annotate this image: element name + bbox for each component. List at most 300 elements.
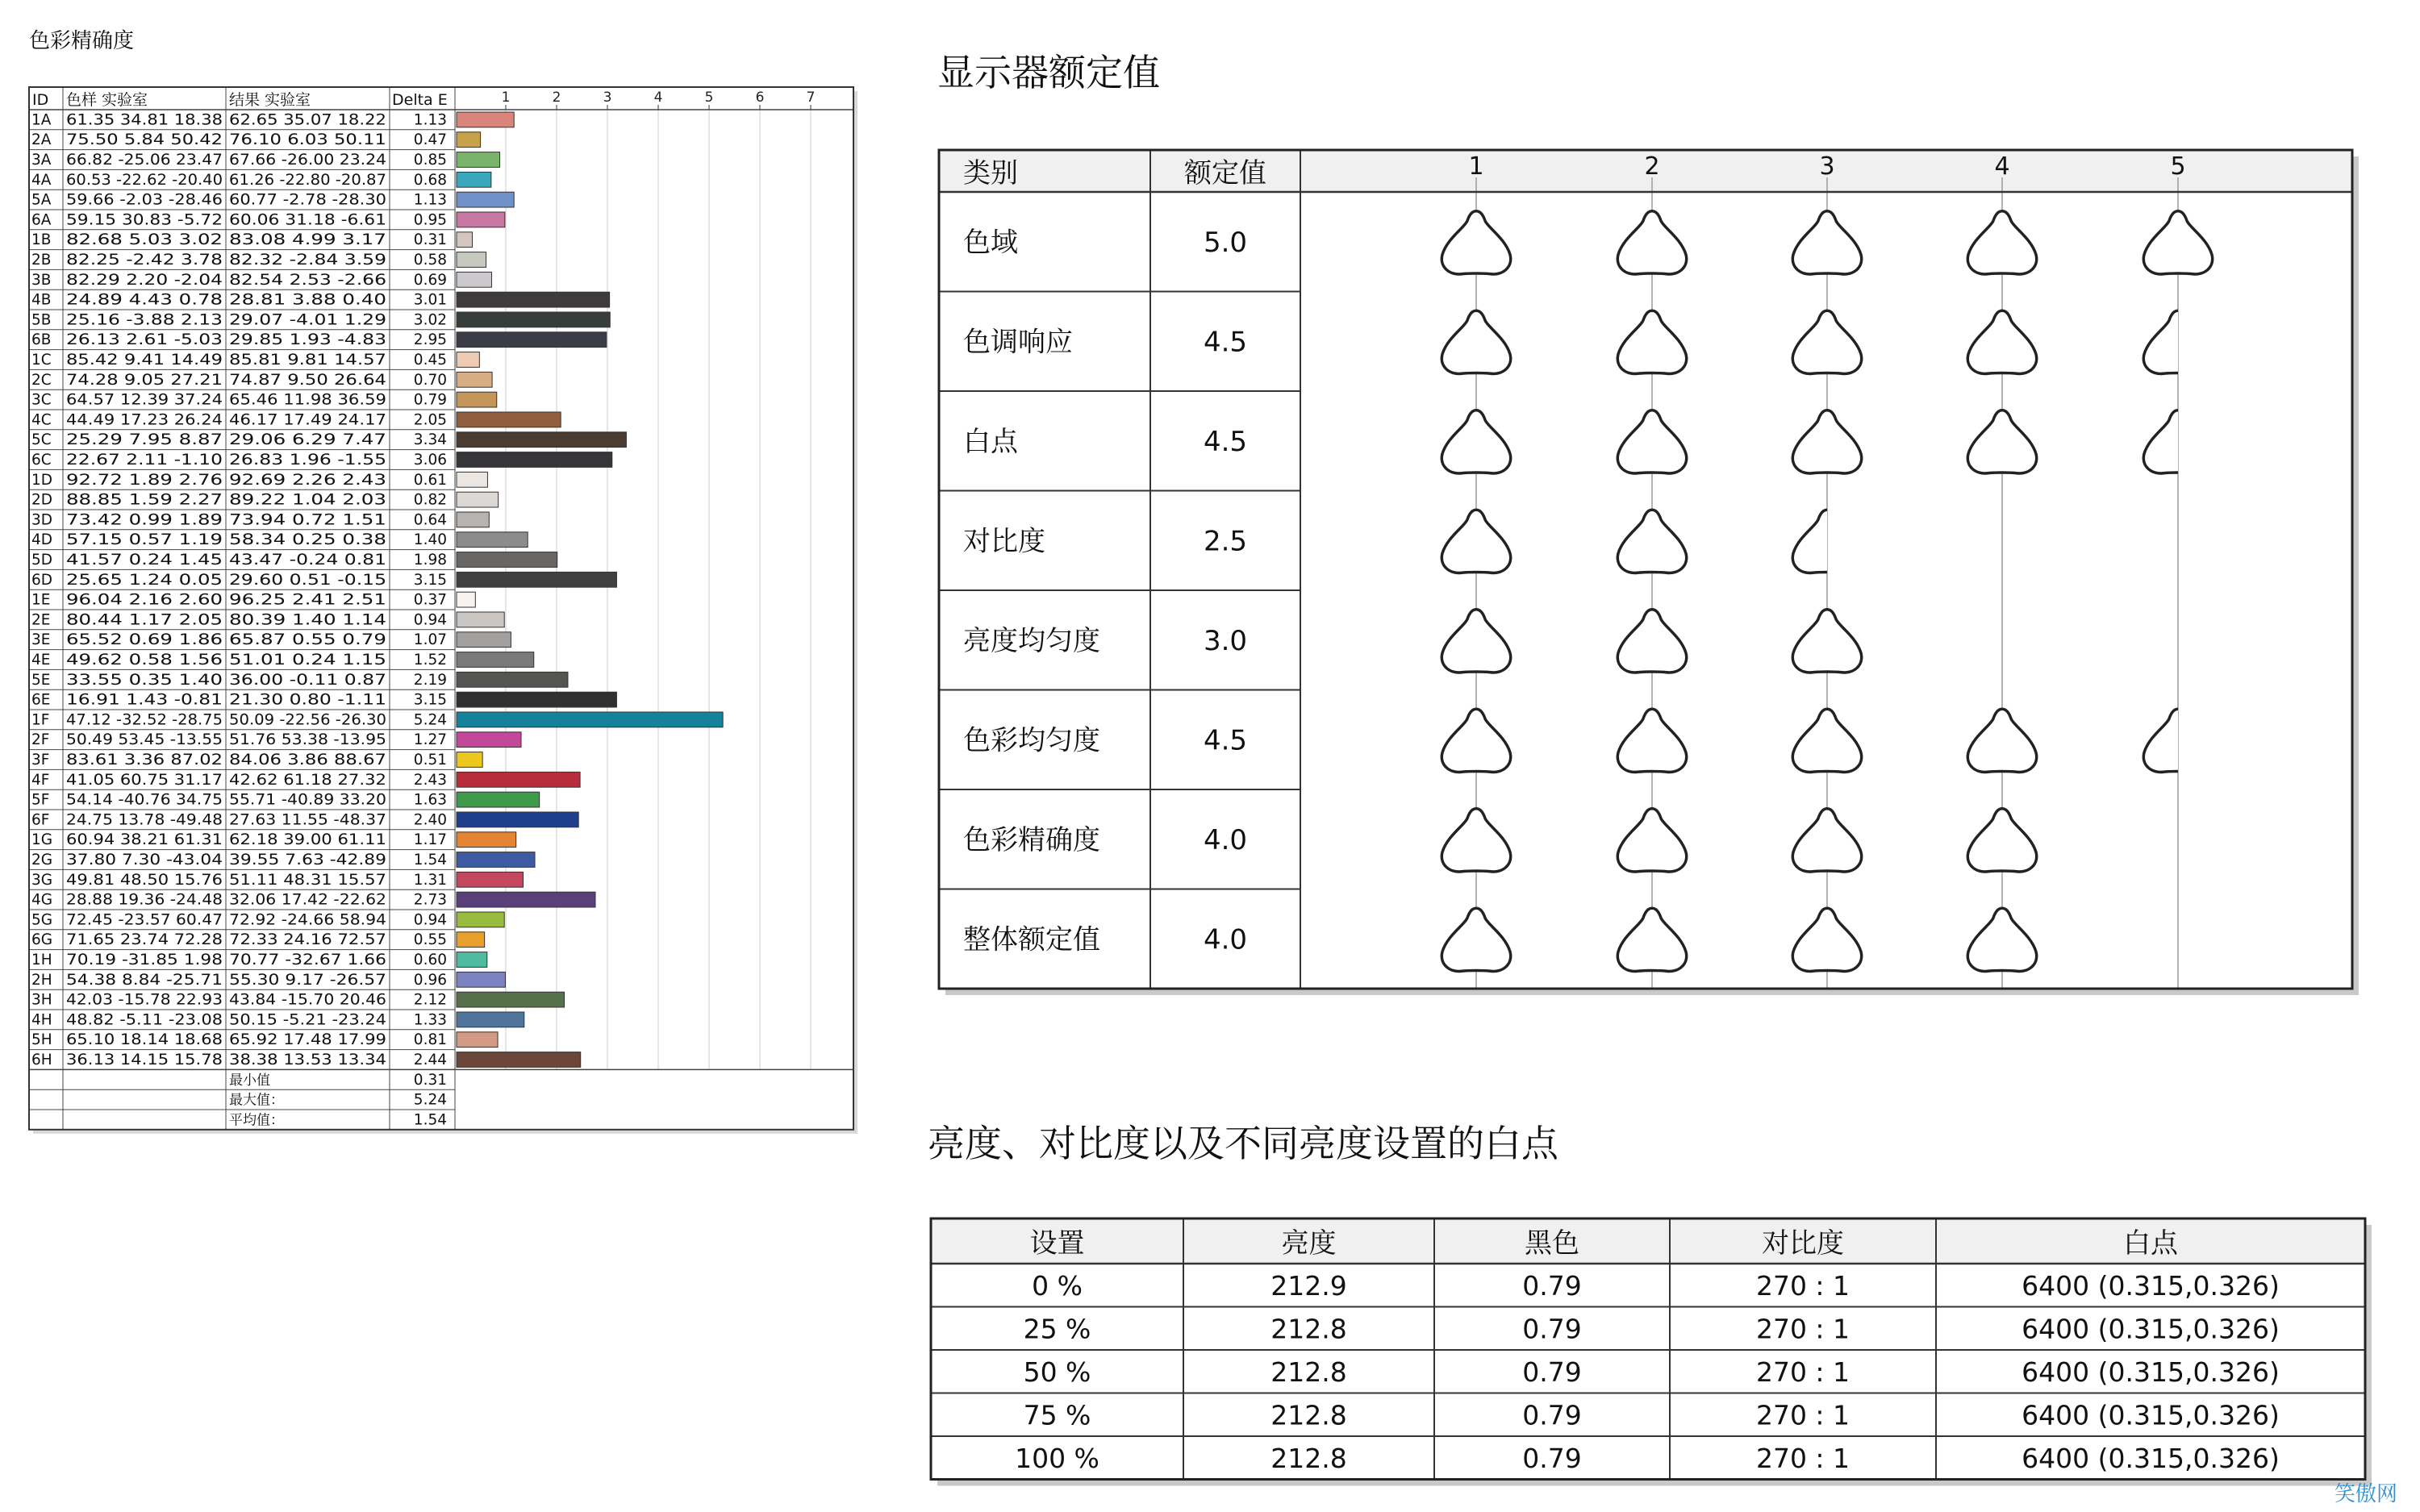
row-id: 3G <box>31 871 53 889</box>
delta-e-bar <box>457 832 516 848</box>
row-delta-e: 0.68 <box>413 171 447 189</box>
row-delta-e: 0.82 <box>413 491 447 509</box>
rating-table <box>936 145 2364 1000</box>
row-ref-lab: 66.82 -25.06 23.47 <box>66 151 223 169</box>
delta-e-bar <box>457 932 485 948</box>
row-res-lab: 61.26 -22.80 -20.87 <box>229 171 386 189</box>
delta-e-bar <box>457 1052 581 1068</box>
delta-e-bar <box>457 492 499 507</box>
row-ref-lab: 59.15 30.83 -5.72 <box>66 211 223 229</box>
row-id: 5C <box>31 431 52 449</box>
delta-e-bar <box>457 1012 524 1027</box>
row-delta-e: 1.13 <box>413 191 447 209</box>
row-ref-lab: 82.25 -2.42 3.78 <box>66 251 223 269</box>
row-delta-e: 0.94 <box>413 911 447 929</box>
delta-e-bar <box>457 272 491 287</box>
row-ref-lab: 37.80 7.30 -43.04 <box>66 851 223 868</box>
bright-header-2: 黑色 <box>1525 1227 1579 1260</box>
bright-cell: 6400 (0.315,0.326) <box>2022 1313 2280 1345</box>
row-res-lab: 29.85 1.93 -4.83 <box>229 331 386 349</box>
delta-e-bar <box>457 632 511 648</box>
row-ref-lab: 83.61 3.36 87.02 <box>66 751 223 768</box>
row-id: 1B <box>31 231 52 249</box>
delta-e-bar <box>457 312 610 327</box>
delta-e-bar <box>457 612 504 627</box>
row-id: 4A <box>31 171 52 189</box>
delta-e-bar <box>457 352 479 368</box>
bright-cell: 0.79 <box>1522 1356 1582 1388</box>
brightness-table <box>928 1214 2372 1488</box>
rating-category: 色域 <box>963 226 1018 259</box>
row-res-lab: 39.55 7.63 -42.89 <box>229 851 386 868</box>
row-id: 2E <box>31 611 51 629</box>
bright-cell: 0.79 <box>1522 1442 1582 1474</box>
summary-value: 0.31 <box>413 1071 447 1089</box>
rating-category: 色彩精确度 <box>963 823 1100 856</box>
row-delta-e: 3.01 <box>413 291 447 309</box>
row-delta-e: 1.31 <box>413 871 447 889</box>
delta-e-bar <box>457 952 487 968</box>
row-res-lab: 85.81 9.81 14.57 <box>229 351 386 369</box>
rating-header-category: 类别 <box>963 157 1018 190</box>
delta-e-bar <box>457 532 528 548</box>
row-ref-lab: 54.38 8.84 -25.71 <box>66 971 223 989</box>
row-delta-e: 0.61 <box>413 471 447 489</box>
delta-e-bar <box>457 852 535 868</box>
row-ref-lab: 25.29 7.95 8.87 <box>66 431 223 449</box>
row-ref-lab: 24.89 4.43 0.78 <box>66 291 223 309</box>
row-res-lab: 21.30 0.80 -1.11 <box>229 691 386 709</box>
delta-e-bar <box>457 992 565 1007</box>
row-id: 6H <box>31 1051 52 1068</box>
row-delta-e: 0.70 <box>413 371 447 389</box>
row-ref-lab: 70.19 -31.85 1.98 <box>66 951 223 968</box>
row-id: 5F <box>31 791 50 809</box>
scale-label: 5 <box>2170 152 2186 181</box>
row-ref-lab: 25.65 1.24 0.05 <box>66 571 223 589</box>
row-ref-lab: 60.53 -22.62 -20.40 <box>66 171 223 189</box>
row-res-lab: 42.62 61.18 27.32 <box>229 771 386 789</box>
row-delta-e: 3.06 <box>413 451 447 469</box>
row-delta-e: 1.54 <box>413 851 447 868</box>
delta-e-bar <box>457 892 595 907</box>
row-res-lab: 46.17 17.49 24.17 <box>229 411 386 429</box>
row-id: 2B <box>31 251 52 269</box>
bright-cell: 0.79 <box>1522 1399 1582 1431</box>
rating-value: 4.5 <box>1203 425 1248 458</box>
rating-value: 3.0 <box>1203 624 1248 657</box>
row-id: 3C <box>31 391 52 409</box>
delta-e-bar <box>457 332 607 348</box>
delta-e-bar <box>457 472 487 487</box>
row-res-lab: 82.32 -2.84 3.59 <box>229 251 386 269</box>
rating-category: 整体额定值 <box>963 923 1100 956</box>
row-ref-lab: 96.04 2.16 2.60 <box>66 591 223 609</box>
delta-e-bar <box>457 512 489 527</box>
row-delta-e: 0.31 <box>413 231 447 249</box>
row-delta-e: 0.64 <box>413 511 447 529</box>
row-id: 6A <box>31 211 52 229</box>
row-ref-lab: 59.66 -2.03 -28.46 <box>66 191 223 209</box>
row-ref-lab: 65.10 18.14 18.68 <box>66 1031 223 1049</box>
row-res-lab: 73.94 0.72 1.51 <box>229 511 386 529</box>
row-id: 2A <box>31 131 52 149</box>
brightness-title: 亮度、对比度以及不同亮度设置的白点 <box>928 1122 1558 1165</box>
color-accuracy-title: 色彩精确度 <box>29 29 135 53</box>
delta-e-bar <box>457 812 578 827</box>
scale-label: 3 <box>1819 152 1835 181</box>
rating-category: 白点 <box>963 425 1018 458</box>
delta-e-bar <box>457 232 473 248</box>
row-ref-lab: 54.14 -40.76 34.75 <box>66 791 223 809</box>
row-id: 1E <box>31 591 51 609</box>
row-res-lab: 82.54 2.53 -2.66 <box>229 271 386 289</box>
row-res-lab: 26.83 1.96 -1.55 <box>229 451 386 469</box>
row-id: 6G <box>31 931 53 949</box>
delta-e-bar <box>457 692 616 707</box>
row-id: 2G <box>31 851 53 868</box>
row-delta-e: 0.51 <box>413 751 447 768</box>
row-id: 2C <box>31 371 52 389</box>
row-ref-lab: 22.67 2.11 -1.10 <box>66 451 223 469</box>
rating-value: 2.5 <box>1203 525 1248 558</box>
row-id: 2D <box>31 491 53 509</box>
delta-e-bar <box>457 712 723 727</box>
row-delta-e: 3.34 <box>413 431 447 449</box>
row-ref-lab: 36.13 14.15 15.78 <box>66 1051 223 1068</box>
axis-tick-label: 4 <box>653 90 663 106</box>
row-id: 3B <box>31 271 52 289</box>
row-res-lab: 72.92 -24.66 58.94 <box>229 911 386 929</box>
row-delta-e: 2.43 <box>413 771 447 789</box>
row-ref-lab: 82.29 2.20 -2.04 <box>66 271 223 289</box>
row-id: 2H <box>31 971 52 989</box>
row-id: 1A <box>31 111 52 129</box>
header-1: 色样 实验室 <box>66 91 148 109</box>
row-res-lab: 29.06 6.29 7.47 <box>229 431 386 449</box>
row-ref-lab: 48.82 -5.11 -23.08 <box>66 1011 223 1029</box>
delta-e-bar <box>457 672 568 687</box>
delta-e-bar <box>457 252 486 268</box>
row-res-lab: 43.84 -15.70 20.46 <box>229 991 386 1009</box>
row-delta-e: 0.85 <box>413 151 447 169</box>
bright-cell: 212.8 <box>1270 1356 1347 1388</box>
summary-value: 1.54 <box>413 1111 447 1129</box>
rating-value: 4.0 <box>1203 823 1248 856</box>
row-res-lab: 32.06 17.42 -22.62 <box>229 891 386 909</box>
delta-e-bar <box>457 1032 498 1048</box>
bright-cell: 0.79 <box>1522 1313 1582 1345</box>
delta-e-bar <box>457 152 500 168</box>
row-delta-e: 2.73 <box>413 891 447 909</box>
delta-e-bar <box>457 212 505 227</box>
row-res-lab: 50.09 -22.56 -26.30 <box>229 711 386 729</box>
delta-e-bar <box>457 172 491 187</box>
bright-cell: 0 % <box>1032 1269 1083 1302</box>
row-res-lab: 60.77 -2.78 -28.30 <box>229 191 386 209</box>
row-ref-lab: 57.15 0.57 1.19 <box>66 531 223 549</box>
row-ref-lab: 61.35 34.81 18.38 <box>66 111 223 129</box>
row-delta-e: 0.55 <box>413 931 447 949</box>
row-res-lab: 72.33 24.16 72.57 <box>229 931 386 949</box>
row-id: 6B <box>31 331 52 349</box>
row-id: 6F <box>31 811 50 829</box>
bright-cell: 270 : 1 <box>1755 1313 1850 1345</box>
summary-value: 5.24 <box>413 1091 447 1109</box>
row-ref-lab: 49.62 0.58 1.56 <box>66 651 223 669</box>
row-res-lab: 62.18 39.00 61.11 <box>229 831 386 849</box>
bright-header-3: 对比度 <box>1762 1227 1844 1260</box>
row-ref-lab: 64.57 12.39 37.24 <box>66 391 223 409</box>
row-ref-lab: 80.44 1.17 2.05 <box>66 611 223 629</box>
delta-e-bar <box>457 972 505 987</box>
row-delta-e: 0.81 <box>413 1031 447 1049</box>
row-id: 3H <box>31 991 52 1009</box>
row-res-lab: 96.25 2.41 2.51 <box>229 591 386 609</box>
row-res-lab: 65.92 17.48 17.99 <box>229 1031 386 1049</box>
delta-e-bar <box>457 912 504 927</box>
bright-cell: 50 % <box>1023 1356 1091 1388</box>
bright-header-0: 设置 <box>1029 1227 1085 1260</box>
row-id: 1G <box>31 831 53 849</box>
row-ref-lab: 41.05 60.75 31.17 <box>66 771 223 789</box>
row-id: 3F <box>31 751 50 768</box>
row-res-lab: 84.06 3.86 88.67 <box>229 751 386 768</box>
row-res-lab: 29.07 -4.01 1.29 <box>229 311 386 329</box>
row-ref-lab: 73.42 0.99 1.89 <box>66 511 223 529</box>
row-delta-e: 0.58 <box>413 251 447 269</box>
row-delta-e: 5.24 <box>413 711 447 729</box>
bright-cell: 0.79 <box>1522 1269 1582 1302</box>
row-res-lab: 89.22 1.04 2.03 <box>229 491 386 509</box>
bright-cell: 212.8 <box>1270 1442 1347 1474</box>
header-3: Delta E <box>392 91 448 109</box>
row-res-lab: 65.46 11.98 36.59 <box>229 391 386 409</box>
row-ref-lab: 74.28 9.05 27.21 <box>66 371 223 389</box>
delta-e-bar <box>457 432 626 448</box>
delta-e-bar <box>457 292 610 307</box>
delta-e-bar <box>457 452 612 468</box>
delta-e-bar <box>457 372 492 387</box>
row-delta-e: 1.27 <box>413 731 447 749</box>
row-id: 1D <box>31 471 53 489</box>
row-res-lab: 29.60 0.51 -0.15 <box>229 571 386 589</box>
bright-cell: 75 % <box>1023 1399 1091 1431</box>
row-id: 3D <box>31 511 53 529</box>
row-res-lab: 92.69 2.26 2.43 <box>229 471 386 489</box>
row-res-lab: 43.47 -0.24 0.81 <box>229 551 386 569</box>
row-res-lab: 51.76 53.38 -13.95 <box>229 731 386 749</box>
row-ref-lab: 49.81 48.50 15.76 <box>66 871 223 889</box>
row-res-lab: 76.10 6.03 50.11 <box>229 131 386 149</box>
bright-cell: 212.8 <box>1270 1399 1347 1431</box>
row-ref-lab: 65.52 0.69 1.86 <box>66 631 223 649</box>
row-ref-lab: 33.55 0.35 1.40 <box>66 671 223 689</box>
bright-cell: 25 % <box>1023 1313 1091 1345</box>
row-id: 5E <box>31 671 51 689</box>
row-delta-e: 0.47 <box>413 131 447 149</box>
row-ref-lab: 28.88 19.36 -24.48 <box>66 891 223 909</box>
bright-cell: 270 : 1 <box>1755 1356 1850 1388</box>
bright-header-1: 亮度 <box>1281 1227 1337 1260</box>
delta-e-bar <box>457 112 514 127</box>
row-ref-lab: 42.03 -15.78 22.93 <box>66 991 223 1009</box>
delta-e-bar <box>457 732 521 748</box>
row-id: 1C <box>31 351 52 369</box>
row-delta-e: 2.19 <box>413 671 447 689</box>
row-res-lab: 28.81 3.88 0.40 <box>229 291 386 309</box>
row-ref-lab: 85.42 9.41 14.49 <box>66 351 223 369</box>
bright-cell: 6400 (0.315,0.326) <box>2022 1269 2280 1302</box>
row-res-lab: 50.15 -5.21 -23.24 <box>229 1011 386 1029</box>
rating-header-value: 额定值 <box>1184 157 1266 190</box>
row-delta-e: 0.94 <box>413 611 447 629</box>
row-delta-e: 2.95 <box>413 331 447 349</box>
row-ref-lab: 24.75 13.78 -49.48 <box>66 811 223 829</box>
row-ref-lab: 41.57 0.24 1.45 <box>66 551 223 569</box>
row-res-lab: 58.34 0.25 0.38 <box>229 531 386 549</box>
scale-label: 4 <box>1994 152 2010 181</box>
row-delta-e: 0.37 <box>413 591 447 609</box>
row-res-lab: 62.65 35.07 18.22 <box>229 111 386 129</box>
row-delta-e: 0.96 <box>413 971 447 989</box>
row-delta-e: 1.63 <box>413 791 447 809</box>
color-accuracy-chart <box>0 0 887 1512</box>
rating-title: 显示器额定值 <box>937 51 1160 94</box>
row-delta-e: 2.44 <box>413 1051 447 1068</box>
row-id: 1H <box>31 951 52 968</box>
bright-cell: 270 : 1 <box>1755 1399 1850 1431</box>
rating-category: 色彩均匀度 <box>963 724 1100 757</box>
row-id: 4H <box>31 1011 52 1029</box>
row-delta-e: 2.05 <box>413 411 447 429</box>
delta-e-bar <box>457 572 616 587</box>
bright-cell: 100 % <box>1015 1442 1099 1474</box>
row-res-lab: 60.06 31.18 -6.61 <box>229 211 386 229</box>
axis-tick-label: 2 <box>552 90 561 106</box>
rating-value: 4.5 <box>1203 724 1248 757</box>
row-delta-e: 0.45 <box>413 351 447 369</box>
bright-cell: 212.9 <box>1270 1269 1347 1302</box>
bright-cell: 6400 (0.315,0.326) <box>2022 1399 2280 1431</box>
row-res-lab: 27.63 11.55 -48.37 <box>229 811 386 829</box>
row-delta-e: 1.17 <box>413 831 447 849</box>
row-ref-lab: 25.16 -3.88 2.13 <box>66 311 223 329</box>
row-delta-e: 1.33 <box>413 1011 447 1029</box>
row-res-lab: 74.87 9.50 26.64 <box>229 371 386 389</box>
row-delta-e: 3.15 <box>413 691 447 709</box>
row-id: 5B <box>31 311 52 329</box>
delta-e-bar <box>457 652 534 668</box>
rating-category: 亮度均匀度 <box>963 624 1100 657</box>
row-res-lab: 55.71 -40.89 33.20 <box>229 791 386 809</box>
row-delta-e: 3.02 <box>413 311 447 329</box>
row-ref-lab: 50.49 53.45 -13.55 <box>66 731 223 749</box>
row-id: 4C <box>31 411 52 429</box>
row-ref-lab: 47.12 -32.52 -28.75 <box>66 711 223 729</box>
row-ref-lab: 26.13 2.61 -5.03 <box>66 331 223 349</box>
row-res-lab: 83.08 4.99 3.17 <box>229 231 386 249</box>
row-id: 6D <box>31 571 53 589</box>
scale-label: 1 <box>1468 152 1484 181</box>
row-delta-e: 2.40 <box>413 811 447 829</box>
row-ref-lab: 60.94 38.21 61.31 <box>66 831 223 849</box>
row-delta-e: 1.98 <box>413 551 447 569</box>
bright-cell: 212.8 <box>1270 1313 1347 1345</box>
row-id: 5A <box>31 191 52 209</box>
delta-e-bar <box>457 412 561 427</box>
row-res-lab: 65.87 0.55 0.79 <box>229 631 386 649</box>
header-0: ID <box>32 91 49 109</box>
row-ref-lab: 72.45 -23.57 60.47 <box>66 911 223 929</box>
row-id: 2F <box>31 731 50 749</box>
row-id: 4E <box>31 651 51 669</box>
row-id: 3E <box>31 631 51 649</box>
bright-cell: 270 : 1 <box>1755 1442 1850 1474</box>
row-res-lab: 67.66 -26.00 23.24 <box>229 151 386 169</box>
delta-e-bar <box>457 132 481 148</box>
row-delta-e: 0.79 <box>413 391 447 409</box>
row-res-lab: 70.77 -32.67 1.66 <box>229 951 386 968</box>
row-res-lab: 38.38 13.53 13.34 <box>229 1051 386 1068</box>
rating-value: 5.0 <box>1203 226 1248 259</box>
delta-e-bar <box>457 872 524 887</box>
scale-label: 2 <box>1644 152 1660 181</box>
axis-tick-label: 7 <box>806 90 816 106</box>
row-ref-lab: 82.68 5.03 3.02 <box>66 231 223 249</box>
delta-e-bar <box>457 392 497 407</box>
row-id: 4B <box>31 291 52 309</box>
row-id: 4G <box>31 891 53 909</box>
delta-e-bar <box>457 552 557 568</box>
row-res-lab: 55.30 9.17 -26.57 <box>229 971 386 989</box>
row-res-lab: 51.11 48.31 15.57 <box>229 871 386 889</box>
summary-label: 最小值 <box>229 1072 270 1089</box>
row-res-lab: 80.39 1.40 1.14 <box>229 611 386 629</box>
row-delta-e: 0.69 <box>413 271 447 289</box>
row-id: 5D <box>31 551 53 569</box>
row-delta-e: 1.07 <box>413 631 447 649</box>
row-res-lab: 36.00 -0.11 0.87 <box>229 671 386 689</box>
delta-e-bar <box>457 752 482 768</box>
row-ref-lab: 71.65 23.74 72.28 <box>66 931 223 949</box>
delta-e-bar <box>457 192 514 207</box>
row-ref-lab: 16.91 1.43 -0.81 <box>66 691 223 709</box>
axis-tick-label: 1 <box>501 90 511 106</box>
row-id: 5G <box>31 911 53 929</box>
rating-value: 4.0 <box>1203 923 1248 956</box>
watermark-text: 笑傲网 <box>2334 1482 2397 1506</box>
row-id: 1F <box>31 711 50 729</box>
axis-tick-label: 5 <box>704 90 714 106</box>
row-res-lab: 51.01 0.24 1.15 <box>229 651 386 669</box>
bright-header-4: 白点 <box>2123 1227 2178 1260</box>
row-id: 6C <box>31 451 52 469</box>
row-delta-e: 0.60 <box>413 951 447 968</box>
bright-cell: 270 : 1 <box>1755 1269 1850 1302</box>
row-delta-e: 2.12 <box>413 991 447 1009</box>
row-ref-lab: 92.72 1.89 2.76 <box>66 471 223 489</box>
bright-cell: 6400 (0.315,0.326) <box>2022 1442 2280 1474</box>
row-id: 3A <box>31 151 52 169</box>
row-id: 4D <box>31 531 53 549</box>
bright-cell: 6400 (0.315,0.326) <box>2022 1356 2280 1388</box>
row-delta-e: 0.95 <box>413 211 447 229</box>
delta-e-bar <box>457 592 475 607</box>
delta-e-bar <box>457 772 580 787</box>
row-ref-lab: 44.49 17.23 26.24 <box>66 411 223 429</box>
rating-category: 对比度 <box>963 525 1045 558</box>
